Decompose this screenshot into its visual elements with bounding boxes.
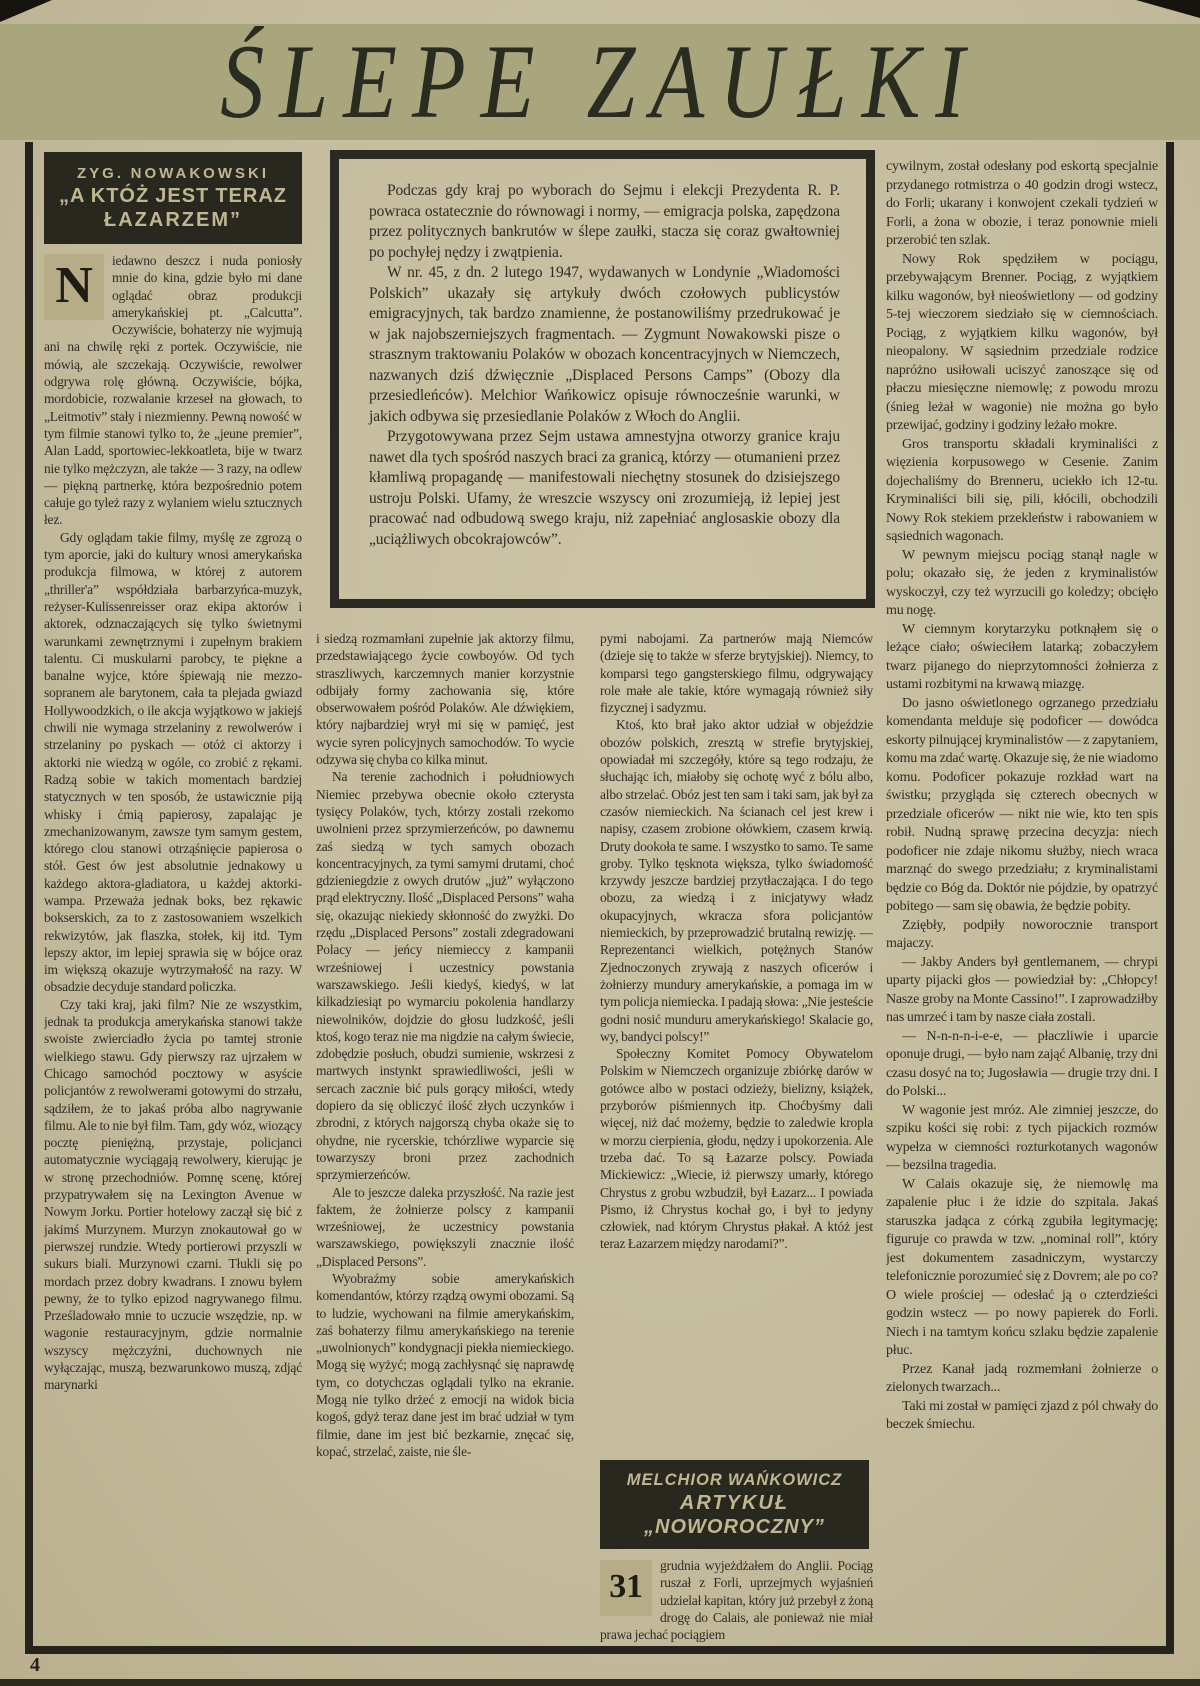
body-paragraph: cywilnym, został odesłany pod eskortą specjalnie przydanego rotmistrza o 40 godzin drogi wstecz, do Forli; ukarany i konwojent czekali tydzień w Forli, a żona w obozie, i teraz ponownie mieli przerobić ten szlak. bbox=[886, 159, 1158, 248]
paragraph-list bbox=[316, 630, 574, 1460]
body-paragraph: W pewnym miejscu pociąg stanął nagle w polu; okazało się, że jeden z kryminalistów wyskoczył, czy też wyrzucili go koledzy; obcięło mu nogę. bbox=[886, 547, 1158, 618]
body-paragraph: Do jasno oświetlonego ogrzanego przedziału komendanta melduje się podoficer — dowódca eskorty pilnującej kryminalistów — z zapytaniem, komu ma zdać wartę. Okazuje się, że nie wiadomo komu. Podoficer pokazuje rozkład wart na świstku; przygląda się czterech obecnych w przedziale oficerów — nikt nie wie, kto ten spis robił. Nudną sprawę przecina decyzja: niech podoficer nie zdaje nikomu służby, niech wraca marznąć do swego przedziału; z kryminalistami będzie co Bóg da. Doktór nie pójdzie, by opatrzyć pobitego — sam się obawia, że będzie pobity. bbox=[886, 695, 1158, 914]
body-paragraph: Wyobraźmy sobie amerykańskich komendantów, którzy rządzą owymi obozami. Są to ludzie, wychowani na filmie amerykańskim, zaś bohaterzy filmu amerykańskiego na terenie „uwolnionych” kondygnacji piekła niemieckiego. Mogą się wyżyć; mogą zachłysnąć się naprawdę tym, co dotychczas oglądali tylko na ekranie. Mogą nie tylko drżeć z emocji na widok bicia kogoś, gdyż teraz dane jest im brać udział w tym filmie, dane im jest bić bezkarnie, znęcać się, kopać, strzelać, zaiste, nie śle- bbox=[316, 1270, 574, 1459]
body-paragraph: Nowy Rok spędziłem w pociągu, przebywającym Brenner. Pociąg, z wyjątkiem kilku wagonów, był nieoświetlony — od godziny 5-tej wieczorem siedziało się w ciemnościach. Pociąg, z wyjątkiem kilku wagonów, był nieopalony. W sąsiednim przedziale rodzice napróżno usiłowali uciszyć zanoszące się od płaczu miesięczne niemowlę; z powodu mrozu (śnieg leżał w wagonie) nie można go było przewijać, godziny i godziny leżało mokre. bbox=[886, 251, 1158, 433]
intro-paragraph-list bbox=[369, 181, 840, 550]
article-title-line2: „NOWOROCZNY” bbox=[644, 1516, 825, 1538]
author-header-box-wankowicz bbox=[600, 1460, 869, 1549]
article-title-line1: ARTYKUŁ bbox=[679, 1492, 790, 1514]
body-paragraph: Zziębły, podpiły noworocznie transport majaczy. bbox=[886, 917, 1158, 951]
column-1-text bbox=[44, 252, 302, 1656]
author-name: ZYG. NOWAKOWSKI bbox=[77, 165, 269, 182]
body-paragraph: W nr. 45, z dn. 2 lutego 1947, wydawanych w Londynie „Wiadomości Polskich” ukazały się artykuły dwóch czołowych publicystów emigracyjnych, tak bardzo znamienne, że postanowiliśmy przedrukować je w jak najobszerniejszych fragmentach. — Zygmunt Nowakowski pisze o strasznym traktowaniu Polaków w obozach koncentracyjnych w Niemczech, nazwanych dziś dźwięcznie „Displaced Persons Camps” (Obozy dla przesiedleńców). Melchior Wańkowicz opisuje równocześnie warunki, w jakich odbywa się przesiedlanie Polaków z Włoch do Anglii. bbox=[369, 264, 840, 425]
body-paragraph: Ktoś, kto brał jako aktor udział w objeździe obozów polskich, zresztą w strefie brytyjskiej, opowiadał mi szczegóły, które są tego rodzaju, że słuchając ich, miałoby się ochotę wyć z bólu albo, albo strzelać. Obóz jest ten sam i taki sam, jak był za czasów niemieckich. Na ścianach cel jest krew i napisy, czasem zrobione ołówkiem, czasem krwią. Druty dookoła te same. I wszystko to samo. Te same groby. Tylko tęsknota większa, tylko świadomość krzywdy jeszcze bardziej przytłaczająca. I do tego obozu, za wiedzą i z inicjatywy władz okupacyjnych, wkracza sfora policjantów niemieckich, by przeprowadzić brutalną rewizję. — Reprezentanci wielkich, potężnych Stanów Zjednoczonych zrywają z naszych oficerów i żołnierzy mundury amerykańskie, a pomaga im w tym policja niemiecka. I padają słowa: „Nie jesteście godni nosić munduru amerykańskiego! Skalacie go, wy, bandyci polscy!” bbox=[600, 717, 873, 1044]
editorial-intro-box bbox=[330, 150, 875, 608]
lead-paragraph: grudnia wyjeżdżałem do Anglii. Pociąg ruszał z Forli, uprzejmych wyjaśnień udzielał kapitan, który już przebył z żoną drogę do Calais, ale ponieważ nie miał prawa jechać pociągiem bbox=[600, 1558, 873, 1643]
lead-paragraph: iedawno deszcz i nuda poniosły mnie do kina, gdzie było mi dane oglądać obraz produkcji amerykańskiej pt. „Calcutta”. Oczywiście, bohaterzy nie wyjmują ani na chwilę ręki z portek. Oczywiście, nie mówią, ale szczekają. Oczywiście, rewolwer odgrywa rolę główną. Oczywiście, bójka, mordobicie, rozwalanie krzeseł na głowach, to „Leitmotiv” stały i niezmienny. Pewną nowość w tym filmie stanowi tylko to, że „jeune premier”, Alan Ladd, sportowiec-lekkoatleta, bije w twarz nie tylko mężczyzn, ale także — 3 razy, na odlew — piękną partnerkę, która bezpośrednio potem całuje go tyleż razy z wylaniem wielu sztucznych łez. bbox=[44, 253, 302, 528]
body-paragraph: — Jakby Anders był gentlemanem, — chrypi uparty pijacki głos — powiedział by: „Chłopcy! Nasze groby na Monte Cassino!”. I zaprowadziłby nas umrzeć i tam by nasze ciała zostali. bbox=[886, 954, 1158, 1025]
body-paragraph: i siedzą rozmamłani zupełnie jak aktorzy filmu, przedstawiającego życie cowboyów. Od tych straszliwych, karczemnych manier korzystnie odbijały formy zachowania się, które obserwowałem pośród Polaków. Ale dźwiękiem, który najbardziej wrył mi się w pamięć, jest wycie syren policyjnych samochodów. To wycie odzywa się chyba co kilka minut. bbox=[316, 631, 574, 768]
column-4 bbox=[886, 158, 1158, 1644]
article-title-line2: ŁAZARZEM” bbox=[104, 209, 242, 231]
frame-rule-right bbox=[1166, 142, 1174, 1654]
body-paragraph: Na terenie zachodnich i południowych Niemiec przebywa obecnie około czterysta tysięcy Polaków, tych, którzy zostali rzekomo uwolnieni przez sprzymierzeńców, po dawnemu zaś siedzą w tych samych obozach koncentracyjnych, za tymi samymi drutami, choć gdzieniegdzie z owych drutów „już” wyłączono prąd elektryczny. Ilość „Displaced Persons” waha się, okazując niekiedy skłonność do zwyżki. Do rzędu „Displaced Persons” zostali zdegradowani Polacy — jeńcy niemieccy z kampanii wrześniowej i uczestnicy powstania warszawskiego. Jeśli kiedyś, kiedyś, w lat kilkadziesiąt po wymarciu pokolenia handlarzy niewolników, dojdzie do głosu ludzkość, jeśli ktoś, kogo teraz nie ma nigdzie na całym świecie, zdobędzie posłuch, obudzi sumienie, wskrzesi z martwych instynkt sprawiedliwości, jeśli w sercach zacznie bić puls gorący miłości, wtedy dopiero da się obliczyć ilość złych uczynków i zbrodni, z których najgorszą chyba okaże się to ohydne, nie rycerskie, tchórzliwe wyparcie się towarzyszy broni przez zachodnich sprzymierzeńców. bbox=[316, 769, 574, 1183]
drop-cap-31: 31 bbox=[600, 1560, 652, 1616]
body-paragraph: pymi nabojami. Za partnerów mają Niemców (dzieje się to także w sferze brytyjskiej). Niemcy, to komparsi tego gangsterskiego filmu, odgrywający role małe ale takie, które wymagają również siły fizycznej i sadyzmu. bbox=[600, 631, 873, 716]
body-paragraph: — N-n-n-n-i-e-e, — płaczliwie i uparcie oponuje drugi, — było nam zająć Albanię, trzy dni czasu dosyć na to; Jugosławia — drugie trzy dni. I do Polski... bbox=[886, 1028, 1158, 1099]
article-title-line1: „A KTÓŻ JEST TERAZ bbox=[59, 185, 287, 207]
scan-edge-bottom bbox=[0, 1679, 1200, 1686]
body-paragraph: W Calais okazuje się, że niemowlę ma zapalenie płuc i że idzie do szpitala. Jakaś staruszka jadąca z córką zgubiła legitymację; figuruje co prawda w tzw. „nominal roll”, który jest dokumentem zasadniczym, wystarczy telefonicznie porozumieć się z Dovrem; ale po co? O wiele prościej — odesłać ją o czterdzieści godzin wstecz — po nowy papierek do Forli. Niech i na tamtym końcu szlaku będzie zapalenie płuc. bbox=[886, 1176, 1158, 1358]
scan-corner-top-left bbox=[0, 0, 52, 22]
body-paragraph: Przez Kanał jadą rozmemłani żołnierze o zielonych twarzach... bbox=[886, 1361, 1158, 1395]
author-header-box-nowakowski bbox=[44, 152, 302, 244]
body-paragraph: W wagonie jest mróz. Ale zimniej jeszcze, do szpiku kości się robi: z tych pijackich rozmów wypełza w ciemności rozturkotanych wagonów — bezsilna tragedia. bbox=[886, 1102, 1158, 1173]
page-number: 4 bbox=[30, 1654, 40, 1676]
column-1 bbox=[44, 152, 302, 1656]
body-paragraph: Ale to jeszcze daleka przyszłość. Na razie jest faktem, że żołnierze polscy z kampanii wrześniowej, że uczestnicy powstania warszawskiego, powiększyli znacznie ilość „Displaced Persons”. bbox=[316, 1184, 574, 1269]
feature-lead-block bbox=[600, 1557, 873, 1643]
scan-corner-top-right bbox=[1136, 0, 1200, 18]
body-paragraph: Podczas gdy kraj po wyborach do Sejmu i elekcji Prezydenta R. P. powraca ostatecznie do równowagi i normy, — emigracja polska, zapędzona przez politycznych bankrutów w ślepe zaułki, stacza się coraz gwałtowniej po pochyłej nędzy i zwątpienia. bbox=[369, 182, 840, 261]
body-paragraph: Gros transportu składali kryminaliści z więzienia korpusowego w Cesenie. Zanim dojechaliśmy do Brenneru, uciekło ich 12-tu. Kryminaliści bili się, pili, kłócili, obchodzili Nowy Rok stekiem przekleństw i rabowaniem w sąsiednich wagonach. bbox=[886, 436, 1158, 544]
paragraph-list bbox=[600, 630, 873, 1450]
paragraph-list bbox=[886, 158, 1158, 1435]
page-title: ŚLEPE ZAUŁKI bbox=[220, 24, 980, 141]
body-paragraph: Gdy oglądam takie filmy, myślę ze zgrozą o tym aporcie, jaki do kultury wnosi amerykańska produkcja filmowa, w której z autorem „thriller'a” współdziała barbarzyńca-muzyk, reżyser-Kulissenreisser oraz ekipa aktorów i aktorek, odznaczających się tylko świetnymi warunkami zewnętrznymi i zupełnym brakiem talentu. Ci muskularni parobcy, te piękne a banalne wyjce, które śpiewają nie mezzo-sopranem ale barytonem, cała ta plejada gwiazd Hollywoodzkich, o ile akcja wyjątkowo w jakiejś chwili nie wymaga strzelaniny z rewolwerów i strzelaniny po pyskach — otóż ci aktorzy i aktorki nie wiedzą w ogóle, co zrobić z rękami. Radzą sobie w takich momentach bardziej statycznych w ten sposób, że ustawicznie piją whisky i ćmią papierosy, zapalając je zmechanizowanym, zawsze tym samym gestem, którego clou stanowi otrząśnięcie papierosa o stół. Gest ów jest absolutnie jednakowy u każdego aktora-gladiatora, u każdej aktorki-wampa. Przeważa jednak boks, bez rękawic bokserskich, za to z zastosowaniem wszelkich rekwizytów, jak flaszka, stołek, kij itd. Tym lepszy aktor, im lepiej sprawia się w bójce oraz im większą okazuje wytrzymałość na razy. W obsadzie decyduje standard policzka. bbox=[44, 529, 302, 995]
drop-cap-n: N bbox=[44, 254, 104, 320]
body-paragraph: Taki mi został w pamięci zjazd z pól chwały do beczek śmiechu. bbox=[886, 1398, 1158, 1432]
body-paragraph: Przygotowywana przez Sejm ustawa amnestyjna otworzy granice kraju nawet dla tych spośród naszych braci za granicą, którzy — otumanieni przez kłamliwą propagandę — manifestowali niechętny stosunek do dzisiejszego ustroju Polski. Ufamy, że wreszcie wszyscy oni zrozumieją, iż lepiej jest pracować nad odbudową swego kraju, niż zapełniać anglosaskie obozy dla „uciążliwych obcokrajowców”. bbox=[369, 428, 840, 548]
column-2 bbox=[316, 630, 574, 1644]
column-3 bbox=[600, 630, 873, 1643]
frame-rule-left bbox=[25, 142, 33, 1654]
body-paragraph: W ciemnym korytarzyku potknąłem się o leżące ciało; oświeciłem latarką; zobaczyłem twarz pijanego do nieprzytomności żołnierza z ustami rozbitymi na krwawą miazgę. bbox=[886, 621, 1158, 692]
paragraph-list bbox=[44, 529, 302, 1394]
masthead-band bbox=[0, 24, 1200, 140]
author-name: MELCHIOR WAŃKOWICZ bbox=[626, 1471, 843, 1489]
body-paragraph: Społeczny Komitet Pomocy Obywatelom Polskim w Niemczech organizuje zbiórkę darów w gotówce albo w postaci odzieży, bielizny, książek, przyborów piśmiennych itp. Choćbyśmy dali więcej, niż dać możemy, będzie to zaledwie kropla w morzu cierpienia, głodu, nędzy i upokorzenia. Ale trzeba dać. To są Łazarze polscy. Powiada Mickiewicz: „Wiecie, iż pierwszy umarły, którego Chrystus z grobu wzbudził, był Łazarz... I powiada Pismo, iż Chrystus kochał go, i był to jedyny człowiek, nad którym Chrystus płakał. A któż jest teraz Łazarzem między narodami?”. bbox=[600, 1046, 873, 1252]
body-paragraph: Czy taki kraj, jaki film? Nie ze wszystkim, jednak ta produkcja amerykańska stanowi także swoiste zwierciadło życia po tamtej stronie wielkiego stawu. Gdy pierwszy raz ujrzałem w Chicago samochód pocztowy w asyście policjantów z rewolwerami gotowymi do strzału, sądziłem, że to jakaś próba albo nagrywanie filmu. Ale to nie był film. Tam, gdy wóz, wiozący pocztę pieniężną, przystaje, policjanci automatycznie wyciągają rewolwery, kierując je w stronę przechodniów. Pomnę scenę, której przypatrywałem się na Lexington Avenue w Nowym Jorku. Portier hotelowy zaczął się bić z jakimś Murzynem. Murzyn znokautował go w pierwszej rundzie. Wtedy portierowi przyszli w sukurs biali. Murzynowi czarni. Tłukli się po mordach przez dobry kwadrans. I znowu byłem pewny, że to tylko epizod nagrywanego filmu. Prześladowało mnie to uczucie wszędzie, np. w wagonie restauracyjnym, gdzie normalnie wszyscy mężczyźni, duchownych nie wyłączając, muszą, bezwarunkowo muszą, zdjąć marynarki bbox=[44, 996, 302, 1393]
